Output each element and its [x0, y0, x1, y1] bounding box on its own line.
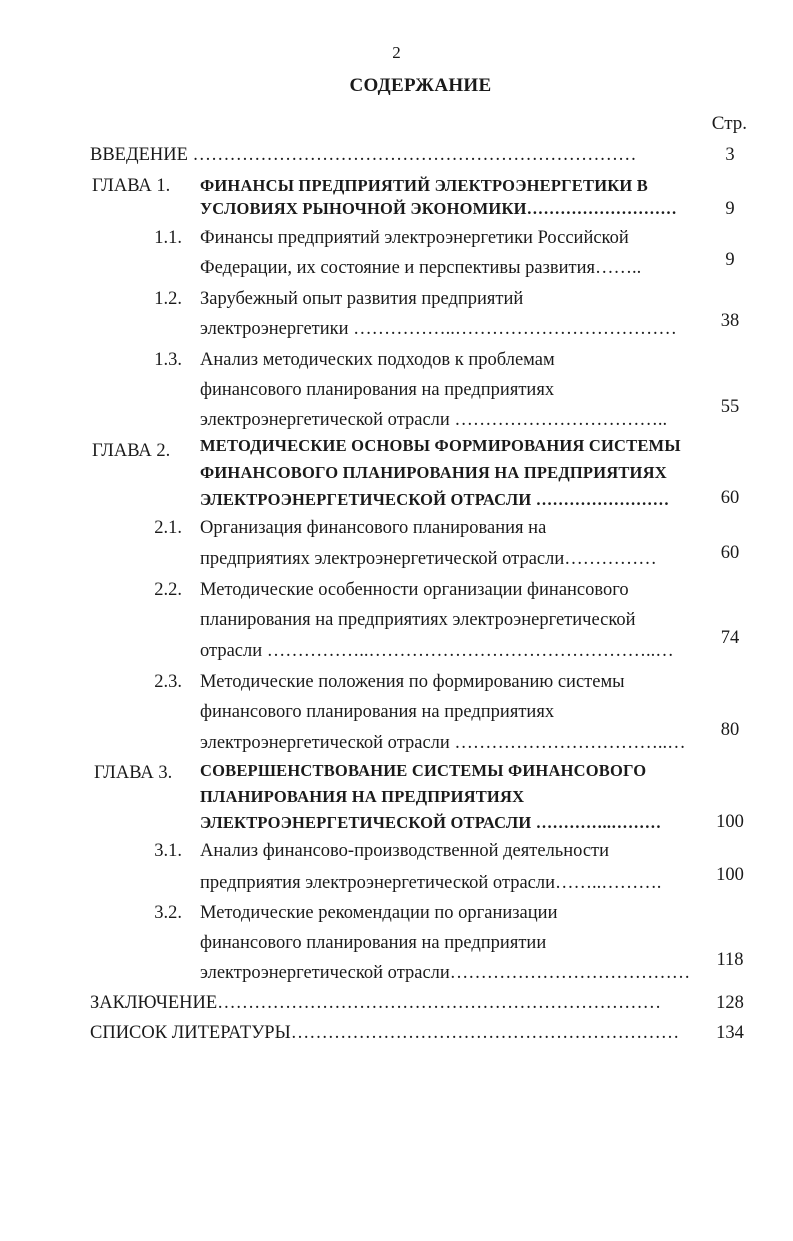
toc-s21-num: 2.1. — [154, 518, 182, 538]
toc-ch3-label: ГЛАВА 3. — [94, 763, 173, 783]
toc-s23-page: 80 — [720, 720, 740, 740]
toc-s22-line-3: отрасли ……………..………………………………………..… — [200, 641, 674, 661]
toc-ch1-line-2: УСЛОВИЯХ РЫНОЧНОЙ ЭКОНОМИКИ……………………… — [200, 199, 677, 218]
toc-s11-num: 1.1. — [154, 228, 182, 248]
toc-ch1-page: 9 — [725, 199, 735, 219]
toc-conclusion-page: 128 — [716, 993, 744, 1013]
toc-ch2-line-2: ФИНАНСОВОГО ПЛАНИРОВАНИЯ НА ПРЕДПРИЯТИЯХ — [200, 463, 667, 482]
toc-s23-line-2: финансового планирования на предприятиях — [200, 702, 555, 722]
toc-s22-line-2: планирования на предприятиях электроэнергетической — [200, 610, 636, 630]
toc-ch2-page: 60 — [720, 488, 740, 508]
toc-s21-line-1: Организация финансового планирования на — [200, 518, 547, 538]
toc-s23-line-1: Методические положения по формированию системы — [200, 672, 625, 692]
toc-ch1-line-1: ФИНАНСЫ ПРЕДПРИЯТИЙ ЭЛЕКТРОЭНЕРГЕТИКИ В — [200, 176, 648, 195]
page-column-header: Стр. — [711, 113, 747, 134]
toc-s12-line-2: электроэнергетики ……………..……………………………… — [200, 319, 677, 339]
page-number: 2 — [392, 43, 401, 62]
toc-s11-line-2: Федерации, их состояние и перспективы развития…….. — [200, 258, 642, 278]
toc-s11-page: 9 — [725, 250, 735, 270]
toc-s31-page: 100 — [716, 865, 744, 885]
toc-s13-line-3: электроэнергетической отрасли …………………………….. — [200, 410, 668, 430]
toc-s21-line-2: предприятиях электроэнергетической отрасли…………… — [200, 549, 657, 569]
toc-intro-line: ВВЕДЕНИЕ ……………………………………………………………… — [90, 145, 637, 165]
toc-references-line: СПИСОК ЛИТЕРАТУРЫ……………………………………………………… — [90, 1023, 680, 1043]
toc-ch2-line-3: ЭЛЕКТРОЭНЕРГЕТИЧЕСКОЙ ОТРАСЛИ …………………… — [200, 490, 670, 509]
toc-ch3-line-1: СОВЕРШЕНСТВОВАНИЕ СИСТЕМЫ ФИНАНСОВОГО — [200, 761, 647, 780]
toc-ch3-page: 100 — [716, 812, 744, 832]
toc-ch3-line-3: ЭЛЕКТРОЭНЕРГЕТИЧЕСКОЙ ОТРАСЛИ …………..……… — [200, 813, 662, 832]
toc-s11-line-1: Финансы предприятий электроэнергетики Российской — [200, 228, 629, 248]
toc-s32-page: 118 — [716, 950, 744, 970]
toc-s13-page: 55 — [720, 397, 740, 417]
page-title: СОДЕРЖАНИЕ — [349, 75, 492, 96]
toc-s22-page: 74 — [720, 628, 740, 648]
toc-s32-line-1: Методические рекомендации по организации — [200, 903, 558, 923]
toc-s13-line-2: финансового планирования на предприятиях — [200, 380, 555, 400]
toc-ch2-line-1: МЕТОДИЧЕСКИЕ ОСНОВЫ ФОРМИРОВАНИЯ СИСТЕМЫ — [200, 436, 681, 455]
toc-s31-line-2: предприятия электроэнергетической отрасли……..………. — [200, 873, 662, 893]
toc-s23-num: 2.3. — [154, 672, 182, 692]
toc-ch3-line-2: ПЛАНИРОВАНИЯ НА ПРЕДПРИЯТИЯХ — [200, 787, 525, 806]
toc-s22-line-1: Методические особенности организации финансового — [200, 580, 629, 600]
toc-s32-num: 3.2. — [154, 903, 182, 923]
toc-intro-page: 3 — [725, 145, 735, 165]
toc-s12-page: 38 — [720, 311, 740, 331]
toc-conclusion-line: ЗАКЛЮЧЕНИЕ……………………………………………………………… — [90, 993, 662, 1013]
toc-s31-line-1: Анализ финансово-производственной деятельности — [200, 841, 610, 861]
toc-ch1-label: ГЛАВА 1. — [92, 176, 171, 196]
toc-s31-num: 3.1. — [154, 841, 182, 861]
toc-s22-num: 2.2. — [154, 580, 182, 600]
toc-references-page: 134 — [716, 1023, 744, 1043]
toc-s32-line-2: финансового планирования на предприятии — [200, 933, 547, 953]
toc-s13-num: 1.3. — [154, 350, 182, 370]
toc-s12-num: 1.2. — [154, 289, 182, 309]
toc-s32-line-3: электроэнергетической отрасли………………………………… — [200, 963, 691, 983]
toc-s23-line-3: электроэнергетической отрасли ……………………………..… — [200, 733, 686, 753]
toc-s13-line-1: Анализ методических подходов к проблемам — [200, 350, 555, 370]
toc-ch2-label: ГЛАВА 2. — [92, 441, 171, 461]
toc-s21-page: 60 — [720, 543, 740, 563]
toc-s12-line-1: Зарубежный опыт развития предприятий — [200, 289, 524, 309]
